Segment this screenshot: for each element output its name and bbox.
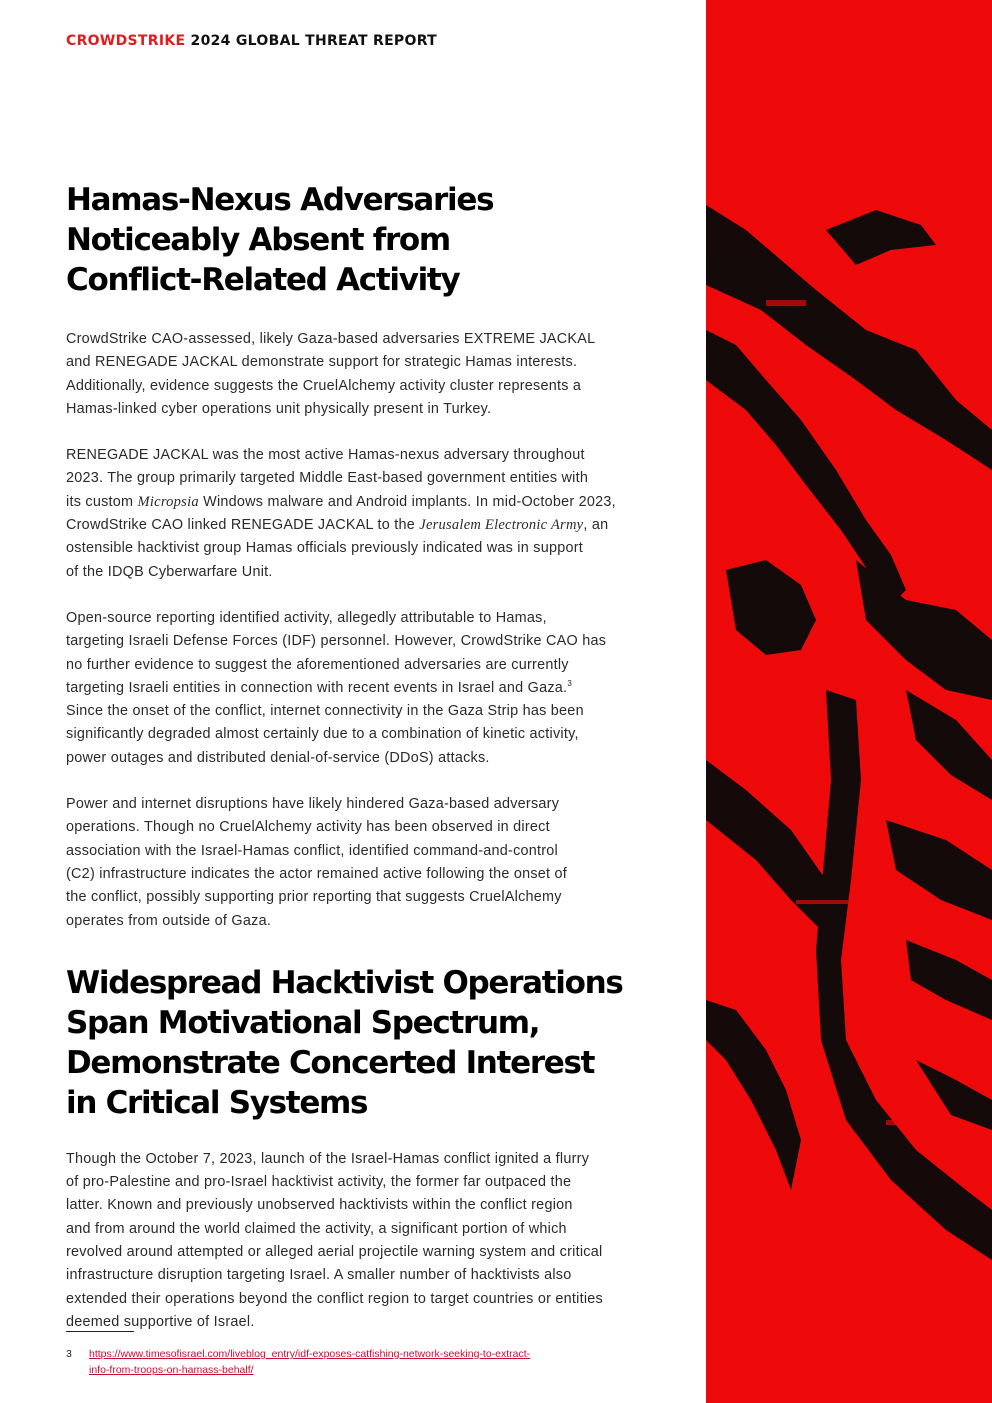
footnote-divider — [66, 1331, 134, 1332]
text-line: operates from outside of Gaza. — [66, 912, 272, 929]
text-line: and from around the world claimed the activity, a significant portion of which — [66, 1220, 567, 1237]
footnote-number: 3 — [66, 1348, 72, 1360]
malware-name: Micropsia — [137, 493, 199, 510]
text-line: significantly degraded almost certainly due to a combination of kinetic activity, — [66, 726, 579, 743]
text-line: deemed supportive of Israel. — [66, 1313, 255, 1330]
body-paragraph — [66, 328, 656, 421]
main-content — [66, 180, 656, 1334]
text-line: Open-source reporting identified activity, allegedly attributable to Hamas, — [66, 609, 547, 626]
text-line: CrowdStrike CAO-assessed, likely Gaza-based adversaries EXTREME JACKAL — [66, 331, 596, 347]
decorative-art-panel — [706, 0, 992, 1403]
text-line: ostensible hacktivist group Hamas officials previously indicated was in support — [66, 540, 584, 557]
footnote-reference[interactable]: 3 — [567, 678, 573, 688]
brand-name: CROWDSTRIKE — [66, 33, 186, 49]
text-fragment: its custom — [66, 493, 138, 510]
text-line: Since the onset of the conflict, internet connectivity in the Gaza Strip has been — [66, 703, 584, 720]
text-line: and RENEGADE JACKAL demonstrate support for strategic Hamas interests. — [66, 354, 578, 371]
text-line — [66, 677, 656, 700]
text-fragment: CrowdStrike CAO linked RENEGADE JACKAL to the — [66, 517, 420, 534]
text-line: power outages and distributed denial-of-service (DDoS) attacks. — [66, 749, 490, 766]
text-line: (C2) infrastructure indicates the actor remained active following the onset of — [66, 865, 568, 882]
footnote-link[interactable] — [89, 1346, 649, 1378]
text-line: Additionally, evidence suggests the CruelAlchemy activity cluster represents a — [66, 377, 582, 394]
heading-line: Span Motivational Spectrum, — [66, 1004, 540, 1041]
text-line — [66, 491, 656, 514]
body-paragraph — [66, 793, 656, 933]
abstract-brush-artwork — [706, 0, 992, 1403]
text-line: revolved around attempted or alleged aerial projectile warning system and critical — [66, 1244, 603, 1261]
text-fragment: , an — [583, 517, 609, 534]
text-line: extended their operations beyond the conflict region to target countries or entities — [66, 1290, 603, 1307]
body-paragraph — [66, 444, 656, 584]
text-line: Hamas-linked cyber operations unit physically present in Turkey. — [66, 400, 492, 417]
text-line: targeting Israeli Defense Forces (IDF) personnel. However, CrowdStrike CAO has — [66, 633, 607, 650]
text-line: the conflict, possibly supporting prior reporting that suggests CruelAlchemy — [66, 889, 562, 906]
heading-line: Noticeably Absent from — [66, 222, 450, 258]
group-name: Jerusalem Electronic Army — [419, 517, 584, 534]
text-line: infrastructure disruption targeting Israel. A smaller number of hacktivists also — [66, 1267, 572, 1284]
heading-line: Widespread Hacktivist Operations — [66, 964, 623, 1001]
heading-line: Demonstrate Concerted Interest — [66, 1044, 595, 1081]
text-line — [66, 514, 656, 537]
text-line: 2023. The group primarily targeted Middle East-based government entities with — [66, 470, 589, 487]
body-paragraph — [66, 607, 656, 770]
section-heading — [66, 963, 656, 1123]
report-title: 2024 GLOBAL THREAT REPORT — [190, 33, 437, 49]
text-line: Power and internet disruptions have likely hindered Gaza-based adversary — [66, 796, 560, 813]
text-line: association with the Israel-Hamas conflict, identified command-and-control — [66, 842, 559, 859]
text-line: no further evidence to suggest the aforementioned adversaries are currently — [66, 656, 569, 673]
text-line: latter. Known and previously unobserved hacktivists within the conflict region — [66, 1197, 573, 1214]
text-fragment: Windows malware and Android implants. In mid-October 2023, — [198, 493, 616, 510]
heading-line: in Critical Systems — [66, 1084, 368, 1121]
text-line: Though the October 7, 2023, launch of the Israel-Hamas conflict ignited a flurry — [66, 1150, 590, 1167]
text-line: operations. Though no CruelAlchemy activity has been observed in direct — [66, 819, 550, 836]
link-line[interactable]: https://www.timesofisrael.com/liveblog_entry/idf-exposes-catfishing-network-seeking-to-extract- — [89, 1348, 531, 1360]
text-fragment: targeting Israeli entities in connection with recent events in Israel and Gaza. — [66, 679, 568, 696]
text-line: of pro-Palestine and pro-Israel hacktivist activity, the former far outpaced the — [66, 1174, 572, 1191]
report-header — [66, 33, 437, 49]
link-line[interactable]: info-from-troops-on-hamass-behalf/ — [89, 1364, 254, 1376]
body-paragraph — [66, 1148, 656, 1334]
text-line: RENEGADE JACKAL was the most active Hamas-nexus adversary throughout — [66, 447, 585, 464]
heading-line: Hamas-Nexus Adversaries — [66, 182, 494, 218]
text-line: of the IDQB Cyberwarfare Unit. — [66, 563, 273, 580]
section-heading — [66, 180, 656, 300]
heading-line: Conflict-Related Activity — [66, 262, 460, 298]
